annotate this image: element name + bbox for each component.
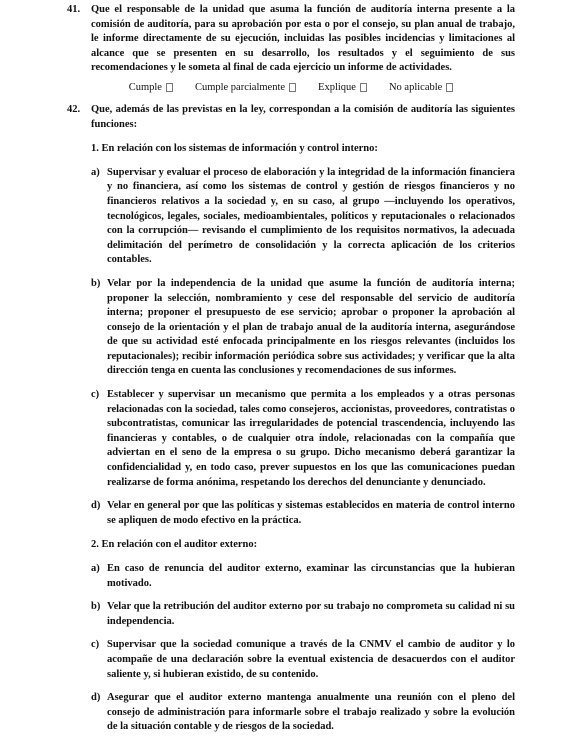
list-item bbox=[91, 638, 515, 682]
list-text: En caso de renuncia del auditor externo, examinar las circunstancias que la hubieran motivado. bbox=[107, 563, 515, 589]
option-label: Cumple bbox=[128, 81, 162, 93]
list-item bbox=[91, 166, 515, 268]
section-heading-2: 2. En relación con el auditor externo: bbox=[91, 539, 258, 551]
list-letter: b) bbox=[91, 277, 101, 289]
list-item bbox=[91, 277, 515, 379]
recommendation-text: Que el responsable de la unidad que asuma la función de auditoría interna presente a la comisión de auditoría, para su aprobación por esta o por el consejo, su plan anual de trabajo, le informe directamente de su ejecución, incluidas las posibles incidencias y limitaciones al alcance que se presenten en su desarrollo, los resultados y el seguimiento de sus recomendaciones y le someta al final de cada ejercicio un informe de actividades. bbox=[91, 4, 515, 74]
list-text: Velar por la independencia de la unidad que asume la función de auditoría interna; proponer la selección, nombramiento y cese del responsable del servicio de auditoría interna; proponer el presupuesto de ese servicio; aprobar o proponer la aprobación al consejo de la orientación y el plan de trabajo anual de la auditoría interna, asegurándose de que su actividad esté enfocada principalmente en los riesgos relevantes (incluidos los reputacionales); recibir información periódica sobre sus actividades; y verificar que la alta dirección tenga en cuenta las conclusiones y recomendaciones de sus informes. bbox=[107, 277, 515, 377]
recommendation-42 bbox=[67, 103, 515, 132]
list-text: Asegurar que el auditor externo mantenga anualmente una reunión con el pleno del consejo de administración para informarle sobre el trabajo realizado y sobre la evolución de la situación contable y de riesgos de la sociedad. bbox=[107, 692, 515, 733]
list-text: Velar en general por que las políticas y sistemas establecidos en materia de control interno se apliquen de modo efectivo en la práctica. bbox=[107, 500, 515, 526]
list-letter: d) bbox=[91, 692, 101, 704]
list-text: Supervisar que la sociedad comunique a través de la CNMV el cambio de auditor y lo acompañe de una declaración sobre la eventual existencia de desacuerdos con el auditor saliente y, si hubieran existido, de su contenido. bbox=[107, 639, 515, 680]
list-text: Establecer y supervisar un mecanismo que permita a los empleados y a otras personas relacionadas con la sociedad, tales como consejeros, accionistas, proveedores, contratistas o subcontratistas, comunicar las irregularidades de potencial trascendencia, incluyendo las financieras y contables, o de cualquier otra índole, relacionadas con la compañía que adviertan en el seno de la empresa o su grupo. Dicho mecanismo deberá garantizar la confidencialidad y, en todo caso, prever supuestos en los que las comunicaciones puedan realizarse de forma anónima, respetando los derechos del denunciante y denunciado. bbox=[107, 389, 515, 488]
list-text: Supervisar y evaluar el proceso de elaboración y la integridad de la información financiera y no financiera, así como los sistemas de control y gestión de riesgos financieros y no financieros relativos a la sociedad y, en su caso, al grupo —incluyendo los operativos, tecnológicos, legales, sociales, medioambientales, políticos y reputacionales o relacionados con la corrupción— revisando el cumplimiento de los requisitos normativos, la adecuada delimitación del perímetro de consolidación y la correcta aplicación de los criterios contables. bbox=[107, 166, 515, 266]
list-text: Velar que la retribución del auditor externo por su trabajo no comprometa su calidad ni su independencia. bbox=[107, 601, 515, 627]
recommendation-number: 41. bbox=[67, 4, 81, 15]
list-letter: d) bbox=[91, 500, 101, 512]
list-item bbox=[91, 388, 515, 490]
list-letter: a) bbox=[91, 166, 100, 178]
list-item bbox=[91, 499, 515, 528]
section-heading-1: 1. En relación con los sistemas de información y control interno: bbox=[91, 143, 378, 155]
checkbox-icon[interactable] bbox=[166, 83, 173, 92]
list-letter: b) bbox=[91, 601, 101, 613]
checkbox-icon[interactable] bbox=[360, 83, 367, 92]
option-cumple-parcialmente[interactable] bbox=[195, 81, 296, 95]
option-label: Explique bbox=[318, 81, 356, 93]
compliance-options bbox=[67, 81, 515, 95]
checkbox-icon[interactable] bbox=[289, 83, 296, 92]
option-label: Cumple parcialmente bbox=[194, 81, 286, 93]
option-no-aplicable[interactable] bbox=[389, 81, 453, 95]
list-letter: a) bbox=[91, 563, 100, 574]
list-letter: c) bbox=[91, 389, 100, 401]
recommendation-intro: Que, además de las previstas en la ley, correspondan a la comisión de auditoría las siguientes funciones: bbox=[91, 103, 515, 130]
option-label: No aplicable bbox=[388, 81, 443, 93]
recommendation-41 bbox=[67, 0, 515, 76]
list-item bbox=[91, 691, 515, 735]
option-explique[interactable] bbox=[318, 81, 367, 95]
list-letter: c) bbox=[91, 639, 100, 651]
recommendation-number: 42. bbox=[67, 103, 81, 115]
option-cumple[interactable] bbox=[129, 81, 173, 95]
list-item bbox=[91, 562, 515, 591]
list-item bbox=[91, 600, 515, 629]
checkbox-icon[interactable] bbox=[446, 83, 453, 92]
